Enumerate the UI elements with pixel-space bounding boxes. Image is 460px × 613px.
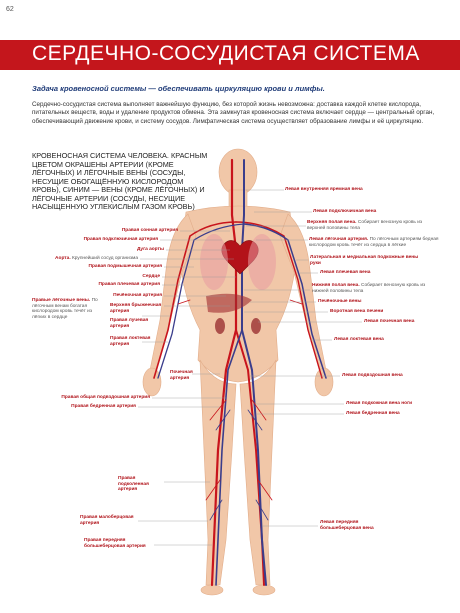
label-right-femoral-artery: Правая бедренная артерия bbox=[71, 404, 136, 409]
label-left-anterior-tibial-vein: Левая передняя большеберцовая вена bbox=[320, 520, 374, 531]
label-aortic-arch: Дуга аорты bbox=[136, 247, 164, 252]
label-right-subclavian-artery: Правая подключичная артерия bbox=[83, 237, 158, 242]
label-left-pulmonary-artery: Левая лёгочная артерия. По лёгочным артериям бедная кислородом кровь течёт из сердца в лёгкие bbox=[309, 237, 439, 248]
label-hepatic-veins: Печёночные вены bbox=[318, 299, 362, 304]
label-aorta: Аорта. Крупнейший сосуд организма bbox=[55, 256, 138, 261]
label-superior-vena-cava: Верхняя полая вена. Собирает венозную кровь из верхней половины тела bbox=[307, 220, 423, 231]
label-inferior-vena-cava: Нижняя полая вена. Собирает венозную кровь из нижней половины тела bbox=[312, 283, 426, 294]
label-superior-mesenteric-artery: Верхняя брыжеечная артерия bbox=[110, 303, 162, 314]
page-number: 62 bbox=[6, 6, 14, 13]
label-right-carotid-artery: Правая сонная артерия bbox=[121, 228, 178, 233]
label-left-internal-jugular-vein: Левая внутренняя яремная вена bbox=[285, 187, 363, 192]
label-left-ulnar-vein: Левая локтевая вена bbox=[334, 337, 384, 342]
label-left-renal-vein: Левая почечная вена bbox=[364, 319, 415, 324]
figure-caption: КРОВЕНОСНАЯ СИСТЕМА ЧЕЛОВЕКА. КРАСНЫМ ЦВЕТОМ ОКРАШЕНЫ АРТЕРИИ (КРОМЕ ЛЁГОЧНЫХ) И ЛЁГОЧНЫЕ ВЕНЫ (СОСУДЫ, НЕСУЩИЕ ОБОГАЩЁННУЮ КИСЛОРОДОМ КРОВЬ), СИНИМ — ВЕНЫ (КРОМЕ ЛЁГОЧНЫХ) И ЛЁГОЧНЫЕ АРТЕРИИ (СОСУДЫ, НЕСУЩИЕ НАСЫЩЕННУЮ УГЛЕКИСЛЫМ ГАЗОМ КРОВЬ) bbox=[32, 151, 208, 211]
label-left-brachial-vein: Левая плечевая вена bbox=[320, 270, 371, 275]
label-left-subclavian-vein: Левая подключичная вена bbox=[313, 209, 377, 214]
intro-paragraph: Сердечно-сосудистая система выполняет важнейшую функцию, без которой жизнь невозможна: доставка каждой клетке кислорода, питательных веществ, воды и удаление продуктов обмена. Эта замкнутая кровеносная система включает сердце — центральный орган, обеспечивающий движение крови, и систему сосудов. Лимфатическая система осуществляет образование лимфы и её циркуляцию. bbox=[32, 101, 435, 125]
label-right-radial-artery: Правая лучевая артерия bbox=[110, 318, 149, 329]
page-title: СЕРДЕЧНО-СОСУДИСТАЯ СИСТЕМА bbox=[32, 42, 420, 65]
label-heart: Сердце bbox=[142, 274, 160, 279]
label-right-common-iliac-artery: Правая общая подвздошная артерия bbox=[61, 395, 150, 400]
label-right-anterior-tibial-artery: Правая передняя большеберцовая артерия bbox=[84, 538, 146, 549]
label-portal-vein: Воротная вена печени bbox=[330, 309, 384, 314]
label-right-popliteal-artery: Правая подколенная артерия bbox=[118, 476, 149, 493]
label-left-femoral-vein: Левая бедренная вена bbox=[346, 411, 400, 416]
label-left-saphenous-vein: Левая подкожная вена ноги bbox=[346, 401, 413, 406]
label-left-iliac-vein: Левая подвздошная вена bbox=[342, 373, 403, 378]
page-subtitle: Задача кровеносной системы — обеспечивать циркуляцию крови и лимфы. bbox=[32, 84, 325, 93]
label-right-fibular-artery: Правая малоберцовая артерия bbox=[80, 515, 134, 526]
label-right-pulmonary-veins: Правые лёгочные вены. По лёгочным венам богатая кислородом кровь течёт из лёгких в сердце bbox=[32, 298, 98, 320]
label-right-ulnar-artery: Правая локтевая артерия bbox=[110, 336, 151, 347]
label-right-axillary-artery: Правая подмышечная артерия bbox=[88, 264, 162, 269]
label-arm-subcutaneous-veins: Латеральная и медиальная подкожные вены руки bbox=[310, 255, 419, 266]
label-hepatic-artery: Печёночная артерия bbox=[113, 293, 162, 298]
label-right-brachial-artery: Правая плечевая артерия bbox=[98, 282, 160, 287]
label-renal-artery: Почечная артерия bbox=[170, 370, 193, 381]
